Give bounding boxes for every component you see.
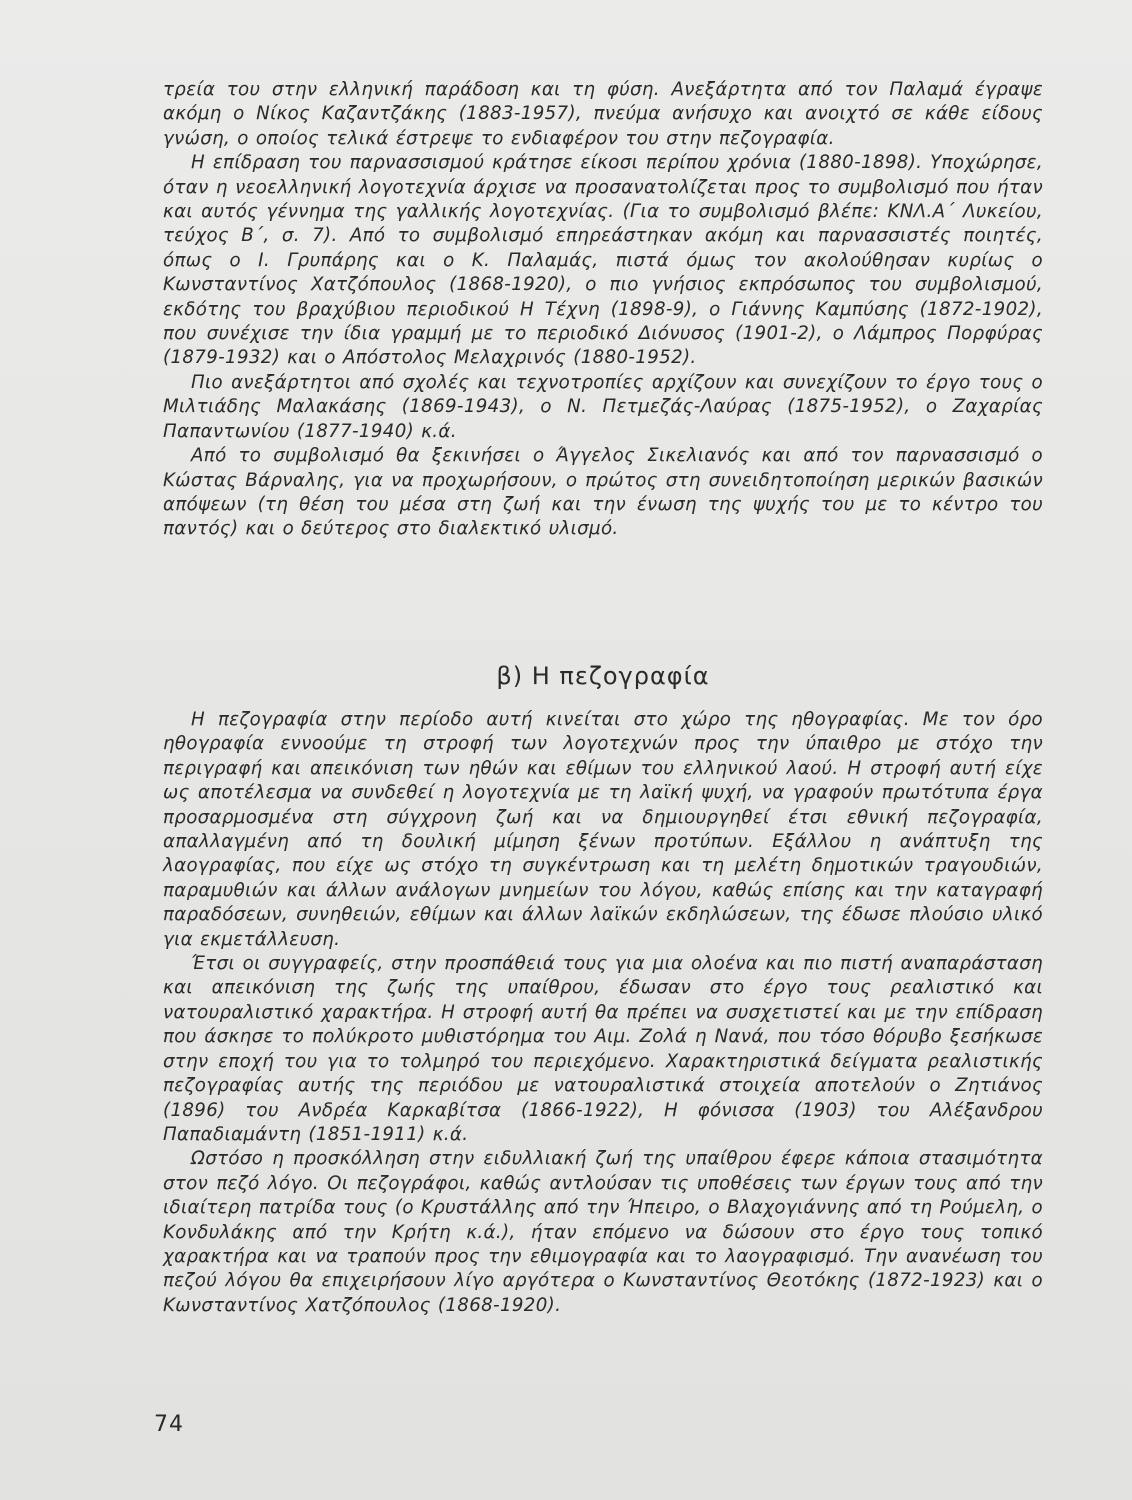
section-heading: β) Η πεζογραφία (496, 662, 710, 690)
paragraph: Πιο ανεξάρτητοι από σχολές και τεχνοτροπίες αρχίζουν και συνεχίζουν το έργο τους ο Μιλτιάδης Μαλακάσης (1869-1943), ο Ν. Πετμεζάς-Λαύρας (1875-1952), ο Ζαχαρίας Παπαντωνίου (1877-1940) κ.ά. (163, 371, 1043, 442)
bottom-text-block (163, 708, 1043, 1318)
top-text-block (163, 78, 1043, 542)
paragraph: Ωστόσο η προσκόλληση στην ειδυλλιακή ζωή της υπαίθρου έφερε κάποια στασιμότητα στον πεζό λόγο. Οι πεζογράφοι, καθώς αντλούσαν τις υποθέσεις των έργων τους από την ιδιαίτερη πατρίδα τους (ο Κρυστάλλης από την Ήπειρο, ο Βλαχογιάννης από τη Ρούμελη, ο Κονδυλάκης από την Κρήτη κ.ά.), ήταν επόμενο να δώσουν στο έργο τους τοπικό χαρακτήρα και να τραπούν προς την εθιμογραφία και το λαογραφισμό. Την ανανέωση του πεζού λόγου θα επιχειρήσουν λίγο αργότερα ο Κωνσταντίνος Θεοτόκης (1872-1923) και ο Κωνσταντίνος Χατζόπουλος (1868-1920). (163, 1148, 1043, 1316)
paragraph: Η επίδραση του παρνασσισμού κράτησε είκοσι περίπου χρόνια (1880-1898). Υποχώρησε, όταν η νεοελληνική λογοτεχνία άρχισε να προσανατολίζεται προς το συμβολισμό που ήταν και αυτός γέννημα της γαλλικής λογοτεχνίας. (Για το συμβολισμό βλέπε: ΚΝΛ.Α΄ Λυκείου, τεύχος Β΄, σ. 7). Από το συμβολισμό επηρεάστηκαν ακόμη και παρνασσιστές ποιητές, όπως ο Ι. Γρυπάρης και ο Κ. Παλαμάς, πιστά όμως τον ακολούθησαν κυρίως ο Κωνσταντίνος Χατζόπουλος (1868-1920), ο πιο γνήσιος εκπρόσωπος του συμβολισμού, εκδότης του βραχύβιου περιοδικού Η Τέχνη (1898-9), ο Γιάννης Καμπύσης (1872-1902), που συνέχισε την ίδια γραμμή με το περιοδικό Διόνυσος (1901-2), ο Λάμπρος Πορφύρας (1879-1932) και ο Απόστολος Μελαχρινός (1880-1952). (163, 152, 1043, 369)
paragraph: Από το συμβολισμό θα ξεκινήσει ο Άγγελος Σικελιανός και από τον παρνασσισμό ο Κώστας Βάρναλης, για να προχωρήσουν, ο πρώτος στη συνειδητοποίηση μερικών βασικών απόψεων (τη θέση του μέσα στη ζωή και την ένωση της ψυχής του με το κέντρο του παντός) και ο δεύτερος στο διαλεκτικό υλισμό. (163, 445, 1043, 540)
paragraph: Έτσι οι συγγραφείς, στην προσπάθειά τους για μια ολοένα και πιο πιστή αναπαράσταση και απεικόνιση της ζωής της υπαίθρου, έδωσαν στο έργο τους ρεαλιστικό και νατουραλιστικό χαρακτήρα. Η στροφή αυτή θα πρέπει να συσχετιστεί και με την επίδραση που άσκησε το πολύκροτο μυθιστόρημα του Αιμ. Ζολά η Νανά, που τόσο θόρυβο ξεσήκωσε στην εποχή του για το τολμηρό του περιεχόμενο. Χαρακτηριστικά δείγματα ρεαλιστικής πεζογραφίας αυτής της περιόδου με νατουραλιστικά στοιχεία αποτελούν ο Ζητιάνος (1896) του Ανδρέα Καρκαβίτσα (1866-1922), Η φόνισσα (1903) του Αλέξανδρου Παπαδιαμάντη (1851-1911) κ.ά. (163, 953, 1043, 1145)
page-number: 74 (154, 1412, 184, 1437)
paragraph: Η πεζογραφία στην περίοδο αυτή κινείται στο χώρο της ηθογραφίας. Με τον όρο ηθογραφία εννοούμε τη στροφή των λογοτεχνών προς την ύπαιθρο με στόχο την περιγραφή και απεικόνιση των ηθών και εθίμων του ελληνικού λαού. Η στροφή αυτή είχε ως αποτέλεσμα να συνδεθεί η λογοτεχνία με τη λαϊκή ψυχή, να γραφούν πρωτότυπα έργα προσαρμοσμένα στη σύγχρονη ζωή και να δημιουργηθεί έτσι εθνική πεζογραφία, απαλλαγμένη από τη δουλική μίμηση ξένων προτύπων. Εξάλλου η ανάπτυξη της λαογραφίας, που είχε ως στόχο τη συγκέντρωση και τη μελέτη δημοτικών τραγουδιών, παραμυθιών και άλλων ανάλογων μνημείων του λόγου, καθώς επίσης και την καταγραφή παραδόσεων, συνηθειών, εθίμων και άλλων λαϊκών εκδηλώσεων, της έδωσε πλούσιο υλικό για εκμετάλλευση. (163, 709, 1043, 950)
paragraph: τρεία του στην ελληνική παράδοση και τη φύση. Ανεξάρτητα από τον Παλαμά έγραψε ακόμη ο Νίκος Καζαντζάκης (1883-1957), πνεύμα ανήσυχο και ανοιχτό σε κάθε είδους γνώση, ο οποίος τελικά έστρεψε το ενδιαφέρον του στην πεζογραφία. (163, 79, 1043, 149)
